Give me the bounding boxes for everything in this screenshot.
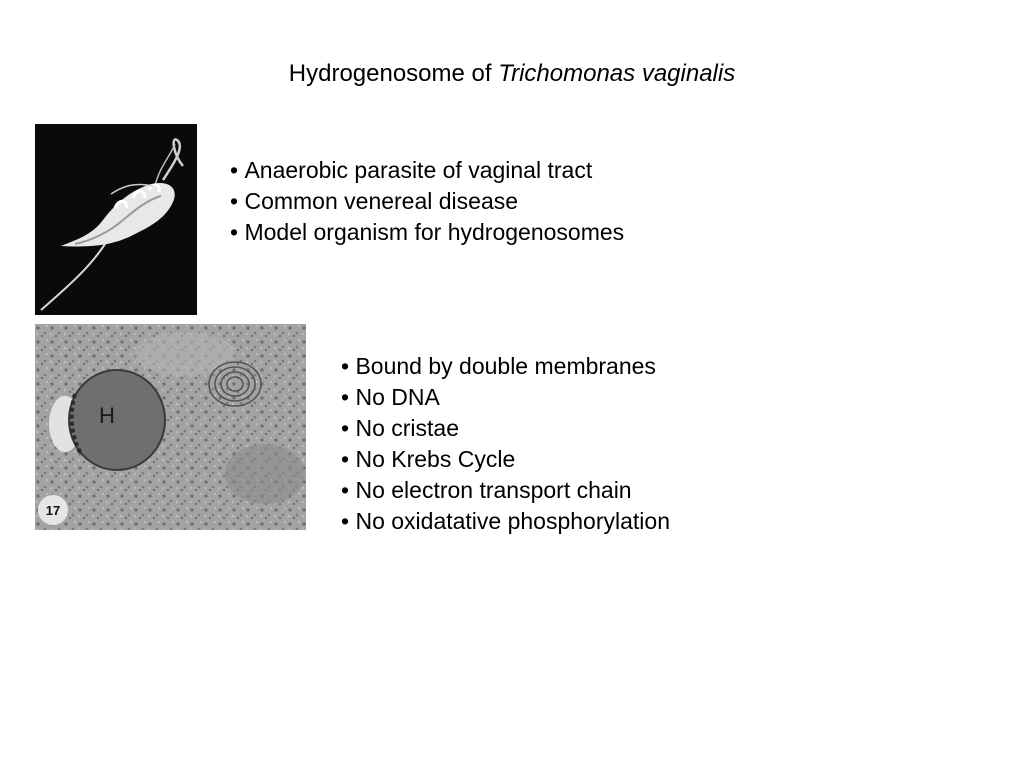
bullet-item: • No oxidatative phosphorylation	[341, 506, 670, 537]
bullet-item: • Model organism for hydrogenosomes	[230, 217, 624, 248]
bullet-item: • No Krebs Cycle	[341, 444, 670, 475]
title-text: Hydrogenosome of	[288, 60, 499, 87]
bullet-item: • Common venereal disease	[230, 186, 624, 217]
micrograph-illustration	[35, 324, 309, 530]
bullet-item: • No electron transport chain	[341, 475, 670, 506]
slide-title	[0, 58, 1024, 90]
bullet-item: • Bound by double membranes	[341, 351, 670, 382]
trichomonas-illustration	[35, 124, 197, 315]
micrograph-label: H	[99, 403, 115, 428]
bullet-item: • No DNA	[341, 382, 670, 413]
bullet-item: • Anaerobic parasite of vaginal tract	[230, 155, 624, 186]
hydrogenosome-micrograph	[35, 324, 309, 530]
bullet-list-top	[230, 155, 624, 248]
title-species-name: Trichomonas vaginalis	[498, 60, 736, 87]
bullet-list-bottom	[341, 351, 670, 537]
bullet-item: • No cristae	[341, 413, 670, 444]
figure-number-badge: 17	[38, 495, 68, 525]
trichomonas-sem-image	[35, 124, 197, 315]
